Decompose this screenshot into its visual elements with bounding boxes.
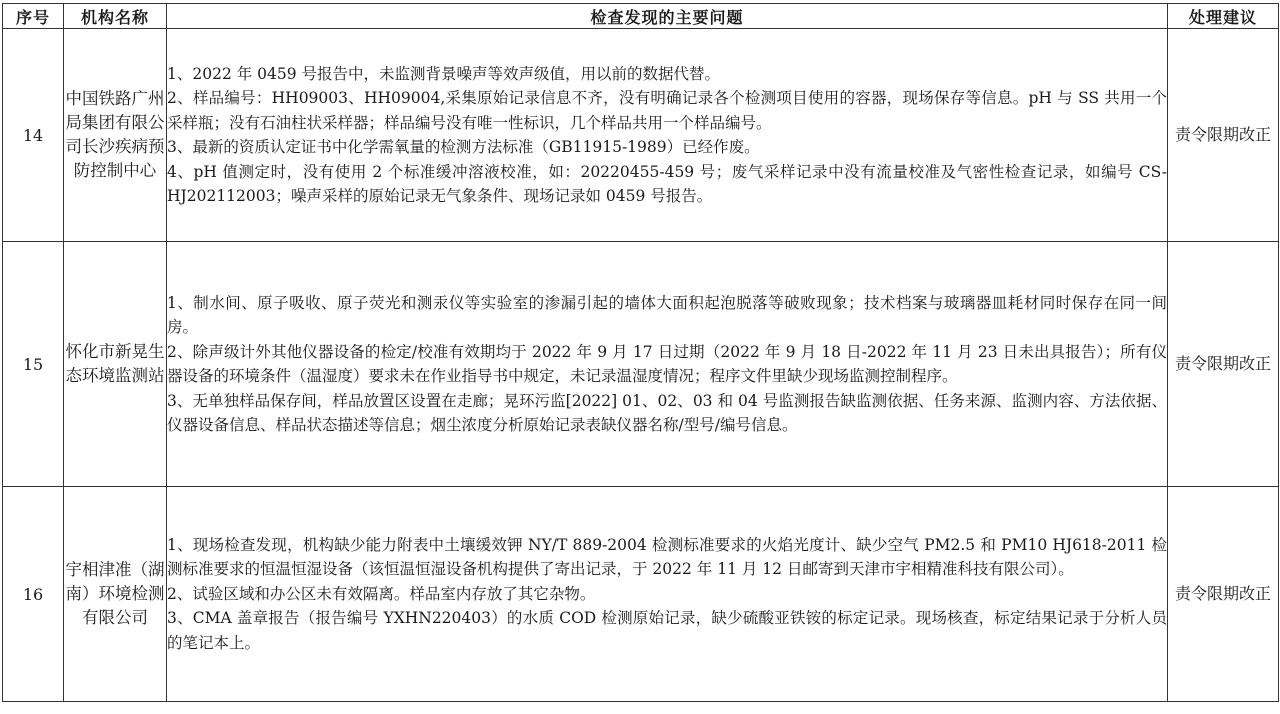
action-cell: 责令限期改正 <box>1168 487 1279 702</box>
row-number: 14 <box>3 29 64 242</box>
issues-cell <box>167 29 1168 242</box>
issue-item: 3、CMA 盖章报告（报告编号 YXHN220403）的水质 COD 检测原始记录，缺少硫酸亚铁铵的标定记录。现场核查，标定结果记录于分析人员的笔记本上。 <box>167 609 1167 652</box>
inspection-table <box>2 3 1279 702</box>
issue-item: 2、试验区域和办公区未有效隔离。样品室内存放了其它杂物。 <box>167 584 596 603</box>
table-header-row <box>3 4 1279 29</box>
table-row <box>3 29 1279 242</box>
org-name: 中国铁路广州局集团有限公司长沙疾病预防控制中心 <box>64 29 167 242</box>
header-org: 机构名称 <box>64 4 167 29</box>
row-number: 15 <box>3 242 64 487</box>
issue-item: 1、2022 年 0459 号报告中，未监测背景噪声等效声级值，用以前的数据代替。 <box>167 64 721 83</box>
org-name: 宇相津准（湖南）环境检测有限公司 <box>64 487 167 702</box>
issue-item: 1、现场检查发现，机构缺少能力附表中土壤缓效钾 NY/T 889-2004 检测标准要求的火焰光度计、缺少空气 PM2.5 和 PM10 HJ618-2011 检测标准要求的恒温恒湿设备（该恒温恒湿设备机构提供了寄出记录，于 2022 年 11 月 12 日邮寄到天津市宇相精准科技有限公司）。 <box>167 535 1167 579</box>
issue-item: 3、无单独样品保存间，样品放置区设置在走廊；晃环污监[2022] 01、02、03 和 04 号监测报告缺监测依据、任务来源、监测内容、方法依据、仪器设备信息、样品状态描述等信息；烟尘浓度分析原始记录表缺仪器名称/型号/编号信息。 <box>167 391 1167 434</box>
issue-item: 1、制水间、原子吸收、原子荧光和测汞仪等实验室的渗漏引起的墙体大面积起泡脱落等破败现象；技术档案与玻璃器皿耗材同时保存在同一间房。 <box>167 293 1167 336</box>
table-row <box>3 487 1279 702</box>
issue-item: 4、pH 值测定时，没有使用 2 个标准缓冲溶液校准，如：20220455-459 号；废气采样记录中没有流量校准及气密性检查记录，如编号 CS-HJ202112003；噪声采样的原始记录无气象条件、现场记录如 0459 号报告。 <box>167 162 1167 205</box>
header-no: 序号 <box>3 4 64 29</box>
header-issues: 检查发现的主要问题 <box>167 4 1168 29</box>
action-cell: 责令限期改正 <box>1168 29 1279 242</box>
issues-cell <box>167 487 1168 702</box>
action-cell: 责令限期改正 <box>1168 242 1279 487</box>
issues-cell <box>167 242 1168 487</box>
issue-item: 2、除声级计外其他仪器设备的检定/校准有效期均于 2022 年 9 月 17 日过期（2022 年 9 月 18 日-2022 年 11 月 23 日未出具报告）；所有仪器设备的环境条件（温湿度）要求未在作业指导书中规定，未记录温湿度情况；程序文件里缺少现场监测控制程序。 <box>167 342 1167 385</box>
issue-item: 2、样品编号：HH09003、HH09004,采集原始记录信息不齐，没有明确记录各个检测项目使用的容器，现场保存等信息。pH 与 SS 共用一个采样瓶；没有石油柱状采样器；样品编号没有唯一性标识，几个样品共用一个样品编号。 <box>167 89 1167 132</box>
issue-item: 3、最新的资质认定证书中化学需氧量的检测方法标准（GB11915-1989）已经作废。 <box>167 138 760 156</box>
table-row <box>3 242 1279 487</box>
org-name: 怀化市新晃生态环境监测站 <box>64 242 167 487</box>
row-number: 16 <box>3 487 64 702</box>
header-action: 处理建议 <box>1168 4 1279 29</box>
